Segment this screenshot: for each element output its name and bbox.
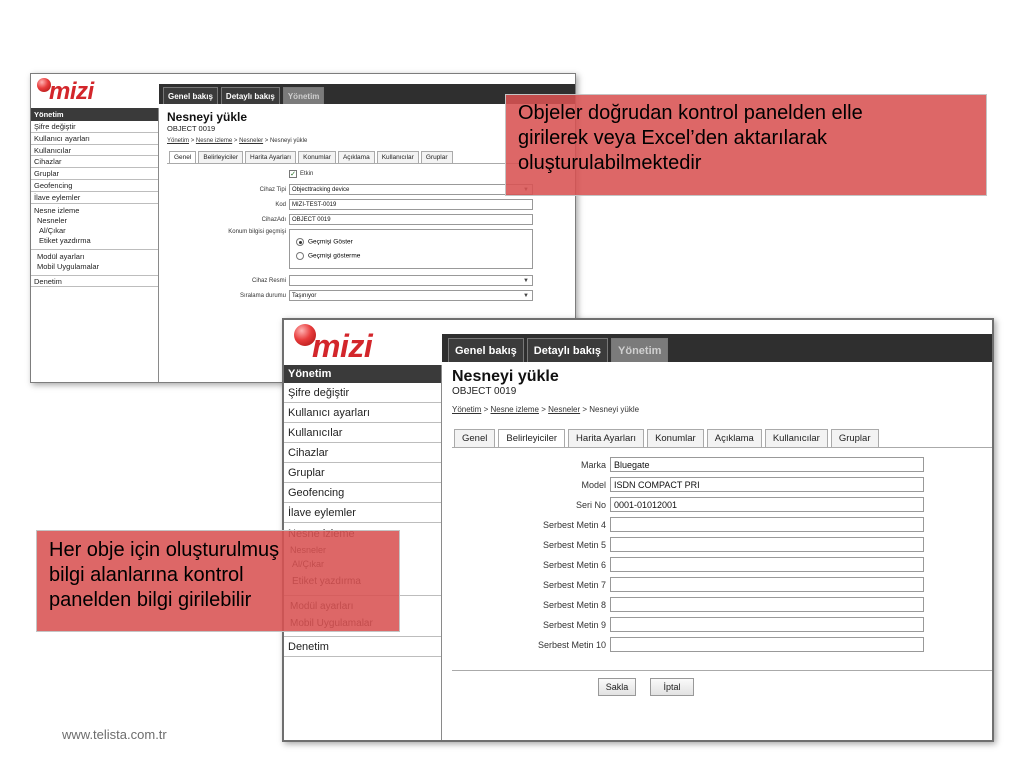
history-radio-group: [289, 229, 533, 269]
nav-tab-admin[interactable]: Yönetim: [611, 338, 668, 362]
device-name-input[interactable]: OBJECT 0019: [289, 214, 533, 225]
field-label: Serbest Metin 9: [542, 619, 606, 630]
sidebar-header: Yönetim: [284, 365, 441, 383]
sidebar-item-label-print[interactable]: Etiket yazdırma: [39, 235, 91, 245]
free-text-8-input[interactable]: [610, 597, 924, 612]
sidebar-item-extra-actions[interactable]: İlave eylemler: [284, 503, 441, 523]
breadcrumb-current: Nesneyi yükle: [589, 405, 640, 414]
tab-general[interactable]: Genel: [169, 151, 196, 163]
field-row: [452, 517, 924, 532]
serial-input[interactable]: 0001-01012001: [610, 497, 924, 512]
field-label: Serbest Metin 5: [542, 539, 606, 550]
history-label: Konum bilgisi geçmişi: [228, 229, 286, 235]
code-input[interactable]: MIZI-TEST-0019: [289, 199, 533, 210]
tab-general[interactable]: Genel: [454, 429, 495, 447]
tab-locations[interactable]: Konumlar: [647, 429, 704, 447]
tab-identifiers[interactable]: Belirleyiciler: [198, 151, 243, 163]
active-label: Etkin: [300, 171, 314, 177]
free-text-5-input[interactable]: [610, 537, 924, 552]
breadcrumb-separator: >: [233, 138, 238, 144]
sidebar-item-extra-actions[interactable]: İlave eylemler: [31, 192, 158, 204]
logo-wordmark: mizi: [312, 328, 373, 364]
history-option-hide[interactable]: [296, 252, 532, 260]
sidebar-item-change-password[interactable]: Şifre değiştir: [284, 383, 441, 403]
breadcrumb-separator: >: [483, 405, 489, 414]
sidebar-header: Yönetim: [31, 108, 158, 121]
identifiers-form-panel: [452, 447, 992, 671]
sidebar-item-mobile-apps[interactable]: Mobil Uygulamalar: [37, 261, 100, 271]
page-title: Nesneyi yükle: [167, 110, 248, 124]
breadcrumb-link-admin[interactable]: Yönetim: [452, 405, 482, 414]
sidebar-item-module-settings[interactable]: Modül ayarları: [37, 251, 85, 261]
sort-row: [199, 290, 533, 301]
sidebar-item-devices[interactable]: Cihazlar: [31, 156, 158, 168]
sidebar: [31, 108, 159, 382]
tab-identifiers[interactable]: Belirleyiciler: [498, 429, 565, 447]
tab-groups[interactable]: Gruplar: [831, 429, 879, 447]
sidebar-item-user-settings[interactable]: Kullanıcı ayarları: [284, 403, 441, 423]
sidebar-item-audit[interactable]: Denetim: [31, 276, 158, 288]
breadcrumb-separator: >: [541, 405, 546, 414]
breadcrumb-link-admin[interactable]: Yönetim: [167, 138, 190, 144]
field-label: Serbest Metin 6: [542, 559, 606, 570]
sidebar-item-groups[interactable]: Gruplar: [284, 463, 441, 483]
logo-wordmark: mizi: [49, 78, 94, 105]
form-tabs: [454, 429, 992, 447]
page-subtitle: OBJECT 0019: [167, 124, 216, 133]
code-label: Kod: [275, 201, 286, 208]
tab-description[interactable]: Açıklama: [707, 429, 762, 447]
breadcrumb-link-objects[interactable]: Nesneler: [239, 138, 264, 144]
field-row: [452, 537, 924, 552]
tab-map-settings[interactable]: Harita Ayarları: [245, 151, 296, 163]
field-label: Serbest Metin 4: [542, 519, 606, 530]
field-label: Model: [581, 479, 606, 490]
field-row: [452, 637, 924, 652]
field-row: [452, 597, 924, 612]
page-title: Nesneyi yükle: [452, 368, 559, 385]
free-text-6-input[interactable]: [610, 557, 924, 572]
history-row: [199, 229, 533, 269]
breadcrumb-link-object-tracking[interactable]: Nesne izleme: [195, 138, 233, 144]
tab-map-settings[interactable]: Harita Ayarları: [568, 429, 644, 447]
field-label: Seri No: [575, 499, 606, 510]
mizi-logo: [294, 324, 372, 362]
sidebar-item-users[interactable]: Kullanıcılar: [284, 423, 441, 443]
sidebar-item-geofencing[interactable]: Geofencing: [284, 483, 441, 503]
brand-input[interactable]: Bluegate: [610, 457, 924, 472]
field-row: [452, 557, 924, 572]
callout-top-line2: girilerek veya Excel’den aktarılarak: [518, 127, 828, 149]
device-type-row: [199, 184, 533, 195]
field-row: [452, 577, 924, 592]
sidebar-item-audit[interactable]: Denetim: [284, 637, 441, 657]
callout-bottom-line3: panelden bilgi girilebilir: [49, 589, 252, 611]
sort-label: Sıralama durumu: [239, 292, 286, 299]
callout-top-line3: oluşturulabilmektedir: [518, 152, 702, 174]
device-type-label: Cihaz Tipi: [259, 186, 286, 193]
footer-url: www.telista.com.tr: [62, 727, 167, 742]
radio-empty-icon: [296, 252, 304, 260]
sidebar-item-change-password[interactable]: Şifre değiştir: [31, 121, 158, 133]
history-option-show-label: Geçmişi Göster: [308, 238, 353, 246]
free-text-7-input[interactable]: [610, 577, 924, 592]
radio-selected-icon: [296, 238, 304, 246]
page-subtitle: OBJECT 0019: [452, 386, 517, 397]
callout-top: [505, 94, 987, 196]
callout-bottom-line1: Her obje için oluşturulmuş: [49, 539, 280, 561]
device-type-select[interactable]: [289, 184, 533, 195]
free-text-10-input[interactable]: [610, 637, 924, 652]
tab-users[interactable]: Kullanıcılar: [765, 429, 828, 447]
chevron-down-icon: ▼: [523, 292, 529, 299]
field-row: [452, 617, 924, 632]
sidebar-item-users[interactable]: Kullanıcılar: [31, 145, 158, 157]
model-input[interactable]: ISDN COMPACT PRI: [610, 477, 924, 492]
sidebar-item-geofencing[interactable]: Geofencing: [31, 180, 158, 192]
nav-tab-overview[interactable]: Genel bakış: [163, 87, 218, 104]
field-row: [452, 477, 924, 492]
sidebar-item-user-settings[interactable]: Kullanıcı ayarları: [31, 133, 158, 145]
nav-tab-admin[interactable]: Yönetim: [283, 87, 325, 104]
history-option-hide-label: Geçmişi gösterme: [308, 252, 361, 260]
device-name-label: CihazAdı: [261, 216, 286, 223]
sort-value: Taşınıyor: [292, 292, 317, 299]
free-text-4-input[interactable]: [610, 517, 924, 532]
breadcrumb-current: Nesneyi yükle: [269, 138, 308, 144]
nav-tab-details[interactable]: Detaylı bakış: [221, 87, 280, 104]
top-nav-bar: [442, 334, 992, 362]
main-content: [452, 368, 992, 740]
breadcrumb-separator: >: [582, 405, 588, 414]
device-image-row: [199, 275, 533, 286]
device-type-value: Objecttracking device: [292, 186, 350, 193]
sidebar-group-object-tracking: [31, 204, 158, 250]
callout-top-line1: Objeler doğrudan kontrol panelden elle: [518, 102, 863, 124]
sidebar-item-object-tracking[interactable]: Nesne izleme: [34, 205, 80, 215]
breadcrumb: [452, 405, 992, 414]
sidebar-group-modules: [31, 250, 158, 276]
device-image-label: Cihaz Resmi: [251, 277, 286, 284]
sort-select[interactable]: [289, 290, 533, 301]
active-row: [289, 170, 313, 178]
device-image-select[interactable]: [289, 275, 533, 286]
tab-description[interactable]: Açıklama: [338, 151, 375, 163]
save-button[interactable]: Sakla: [598, 678, 636, 696]
field-label: Serbest Metin 7: [542, 579, 606, 590]
sidebar-item-checkin-out[interactable]: Al/Çıkar: [39, 225, 66, 235]
breadcrumb-separator: >: [190, 138, 195, 144]
breadcrumb-separator: >: [264, 138, 269, 144]
tab-users[interactable]: Kullanıcılar: [377, 151, 419, 163]
sidebar-item-objects[interactable]: Nesneler: [37, 215, 68, 225]
callout-bottom: [36, 530, 400, 632]
tab-groups[interactable]: Gruplar: [421, 151, 453, 163]
sidebar-item-devices[interactable]: Cihazlar: [284, 443, 441, 463]
tab-locations[interactable]: Konumlar: [298, 151, 336, 163]
breadcrumb-link-object-tracking[interactable]: Nesne izleme: [490, 405, 539, 414]
breadcrumb-link-objects[interactable]: Nesneler: [548, 405, 581, 414]
field-row: [452, 457, 924, 472]
mizi-logo: [37, 78, 94, 104]
chevron-down-icon: ▼: [523, 277, 529, 284]
code-row: [199, 199, 533, 210]
field-label: Serbest Metin 8: [542, 599, 606, 610]
free-text-9-input[interactable]: [610, 617, 924, 632]
cancel-button[interactable]: İptal: [650, 678, 694, 696]
device-name-row: [199, 214, 533, 225]
callout-bottom-line2: bilgi alanlarına kontrol: [49, 564, 244, 586]
field-label: Marka: [580, 459, 606, 470]
field-label: Serbest Metin 10: [537, 639, 606, 650]
sidebar-item-groups[interactable]: Gruplar: [31, 168, 158, 180]
field-row: [452, 497, 924, 512]
history-option-show[interactable]: [296, 238, 532, 246]
nav-tab-details[interactable]: Detaylı bakış: [527, 338, 608, 362]
active-checkbox[interactable]: ✓: [290, 171, 296, 178]
nav-tab-overview[interactable]: Genel bakış: [448, 338, 524, 362]
